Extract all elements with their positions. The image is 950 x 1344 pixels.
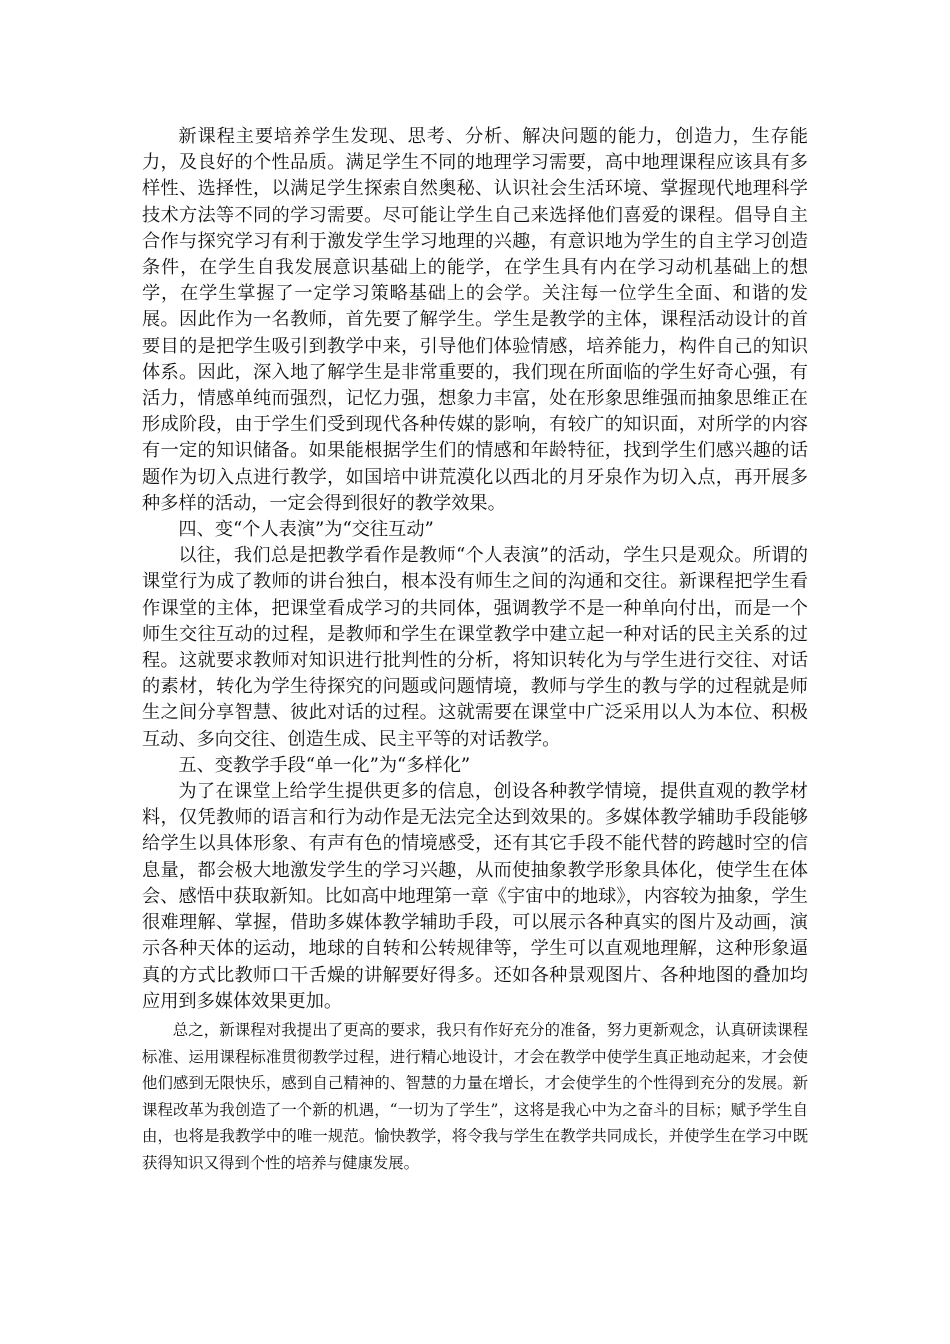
section-four-paragraph: 以往，我们总是把教学看作是教师“个人表演”的活动，学生只是观众。所谓的课堂行为成了教师的讲台独白，根本没有师生之间的沟通和交往。新课程把学生看作课堂的主体，把课堂看成学习的共同体，强调教学不是一种单向付出，而是一个师生交往互动的过程，是教师和学生在课堂教学中建立起一种对话的民主关系的过程。这就要求教师对知识进行批判性的分析，将知识转化为与学生进行交往、对话的素材，转化为学生待探究的问题或问题情境，教师与学生的教与学的过程就是师生之间分享智慧、彼此对话的过程。这就需要在课堂中广泛采用以人为本位、积极互动、多向交往、创造生成、民主平等的对话教学。 [142,545,808,750]
section-five-heading: 五、变教学手段“单一化”为“多样化” [178,754,471,776]
intro-paragraph: 新课程主要培养学生发现、思考、分析、解决问题的能力，创造力，生存能力，及良好的个性品质。满足学生不同的地理学习需要，高中地理课程应该具有多样性、选择性，以满足学生探索自然奥秘、认识社会生活环境、掌握现代地理科学技术方法等不同的学习需要。尽可能让学生自己来选择他们喜爱的课程。倡导自主合作与探究学习有利于激发学生学习地理的兴趣，有意识地为学生的自主学习创造条件，在学生自我发展意识基础上的能学，在学生具有内在学习动机基础上的想学，在学生掌握了一定学习策略基础上的会学。关注每一位学生全面、和谐的发展。因此作为一名教师，首先要了解学生。学生是教学的主体，课程活动设计的首要目的是把学生吸引到教学中来，引导他们体验情感，培养能力，构件自己的知识体系。因此，深入地了解学生是非常重要的，我们现在所面临的学生好奇心强，有活力，情感单纯而强烈，记忆力强，想象力丰富，处在形象思维强而抽象思维正在形成阶段，由于学生们受到现代各种传媒的影响，有较广的知识面，对所学的内容有一定的知识储备。如果能根据学生们的情感和年龄特征，找到学生们感兴趣的话题作为切入点进行教学，如国培中讲荒漠化以西北的月牙泉作为切入点，再开展多种多样的活动，一定会得到很好的教学效果。 [142,126,808,514]
document-page [142,124,808,1176]
conclusion-paragraph: 总之，新课程对我提出了更高的要求，我只有作好充分的准备，努力更新观念，认真研读课程标准、运用课程标准贯彻教学过程，进行精心地设计，才会在教学中使学生真正地动起来，才会使他们感到无限快乐，感到自己精神的、智慧的力量在增长，才会使学生的个性得到充分的发展。新课程改革为我创造了一个新的机遇，“一切为了学生”，这将是我心中为之奋斗的目标；赋予学生自由，也将是我教学中的唯一规范。愉快教学，将令我与学生在教学共同成长，并使学生在学习中既获得知识又得到个性的培养与健康发展。 [142,1020,808,1172]
section-four-heading: 四、变“个人表演”为“交往互动” [178,519,434,541]
section-five-paragraph: 为了在课堂上给学生提供更多的信息，创设各种教学情境，提供直观的教学材料，仅凭教师的语言和行为动作是无法完全达到效果的。多媒体教学辅助手段能够给学生以具体形象、有声有色的情境感受，还有其它手段不能代替的跨越时空的信息量，都会极大地激发学生的学习兴趣，从而使抽象教学形象具体化，使学生在体会、感悟中获取新知。比如高中地理第一章《宇宙中的地球》，内容较为抽象，学生很难理解、掌握，借助多媒体教学辅助手段，可以展示各种真实的图片及动画，演示各种天体的运动，地球的自转和公转规律等，学生可以直观地理解，这种形象逼真的方式比教师口干舌燥的讲解要好得多。还如各种景观图片、各种地图的叠加均应用到多媒体效果更加。 [142,781,808,1012]
